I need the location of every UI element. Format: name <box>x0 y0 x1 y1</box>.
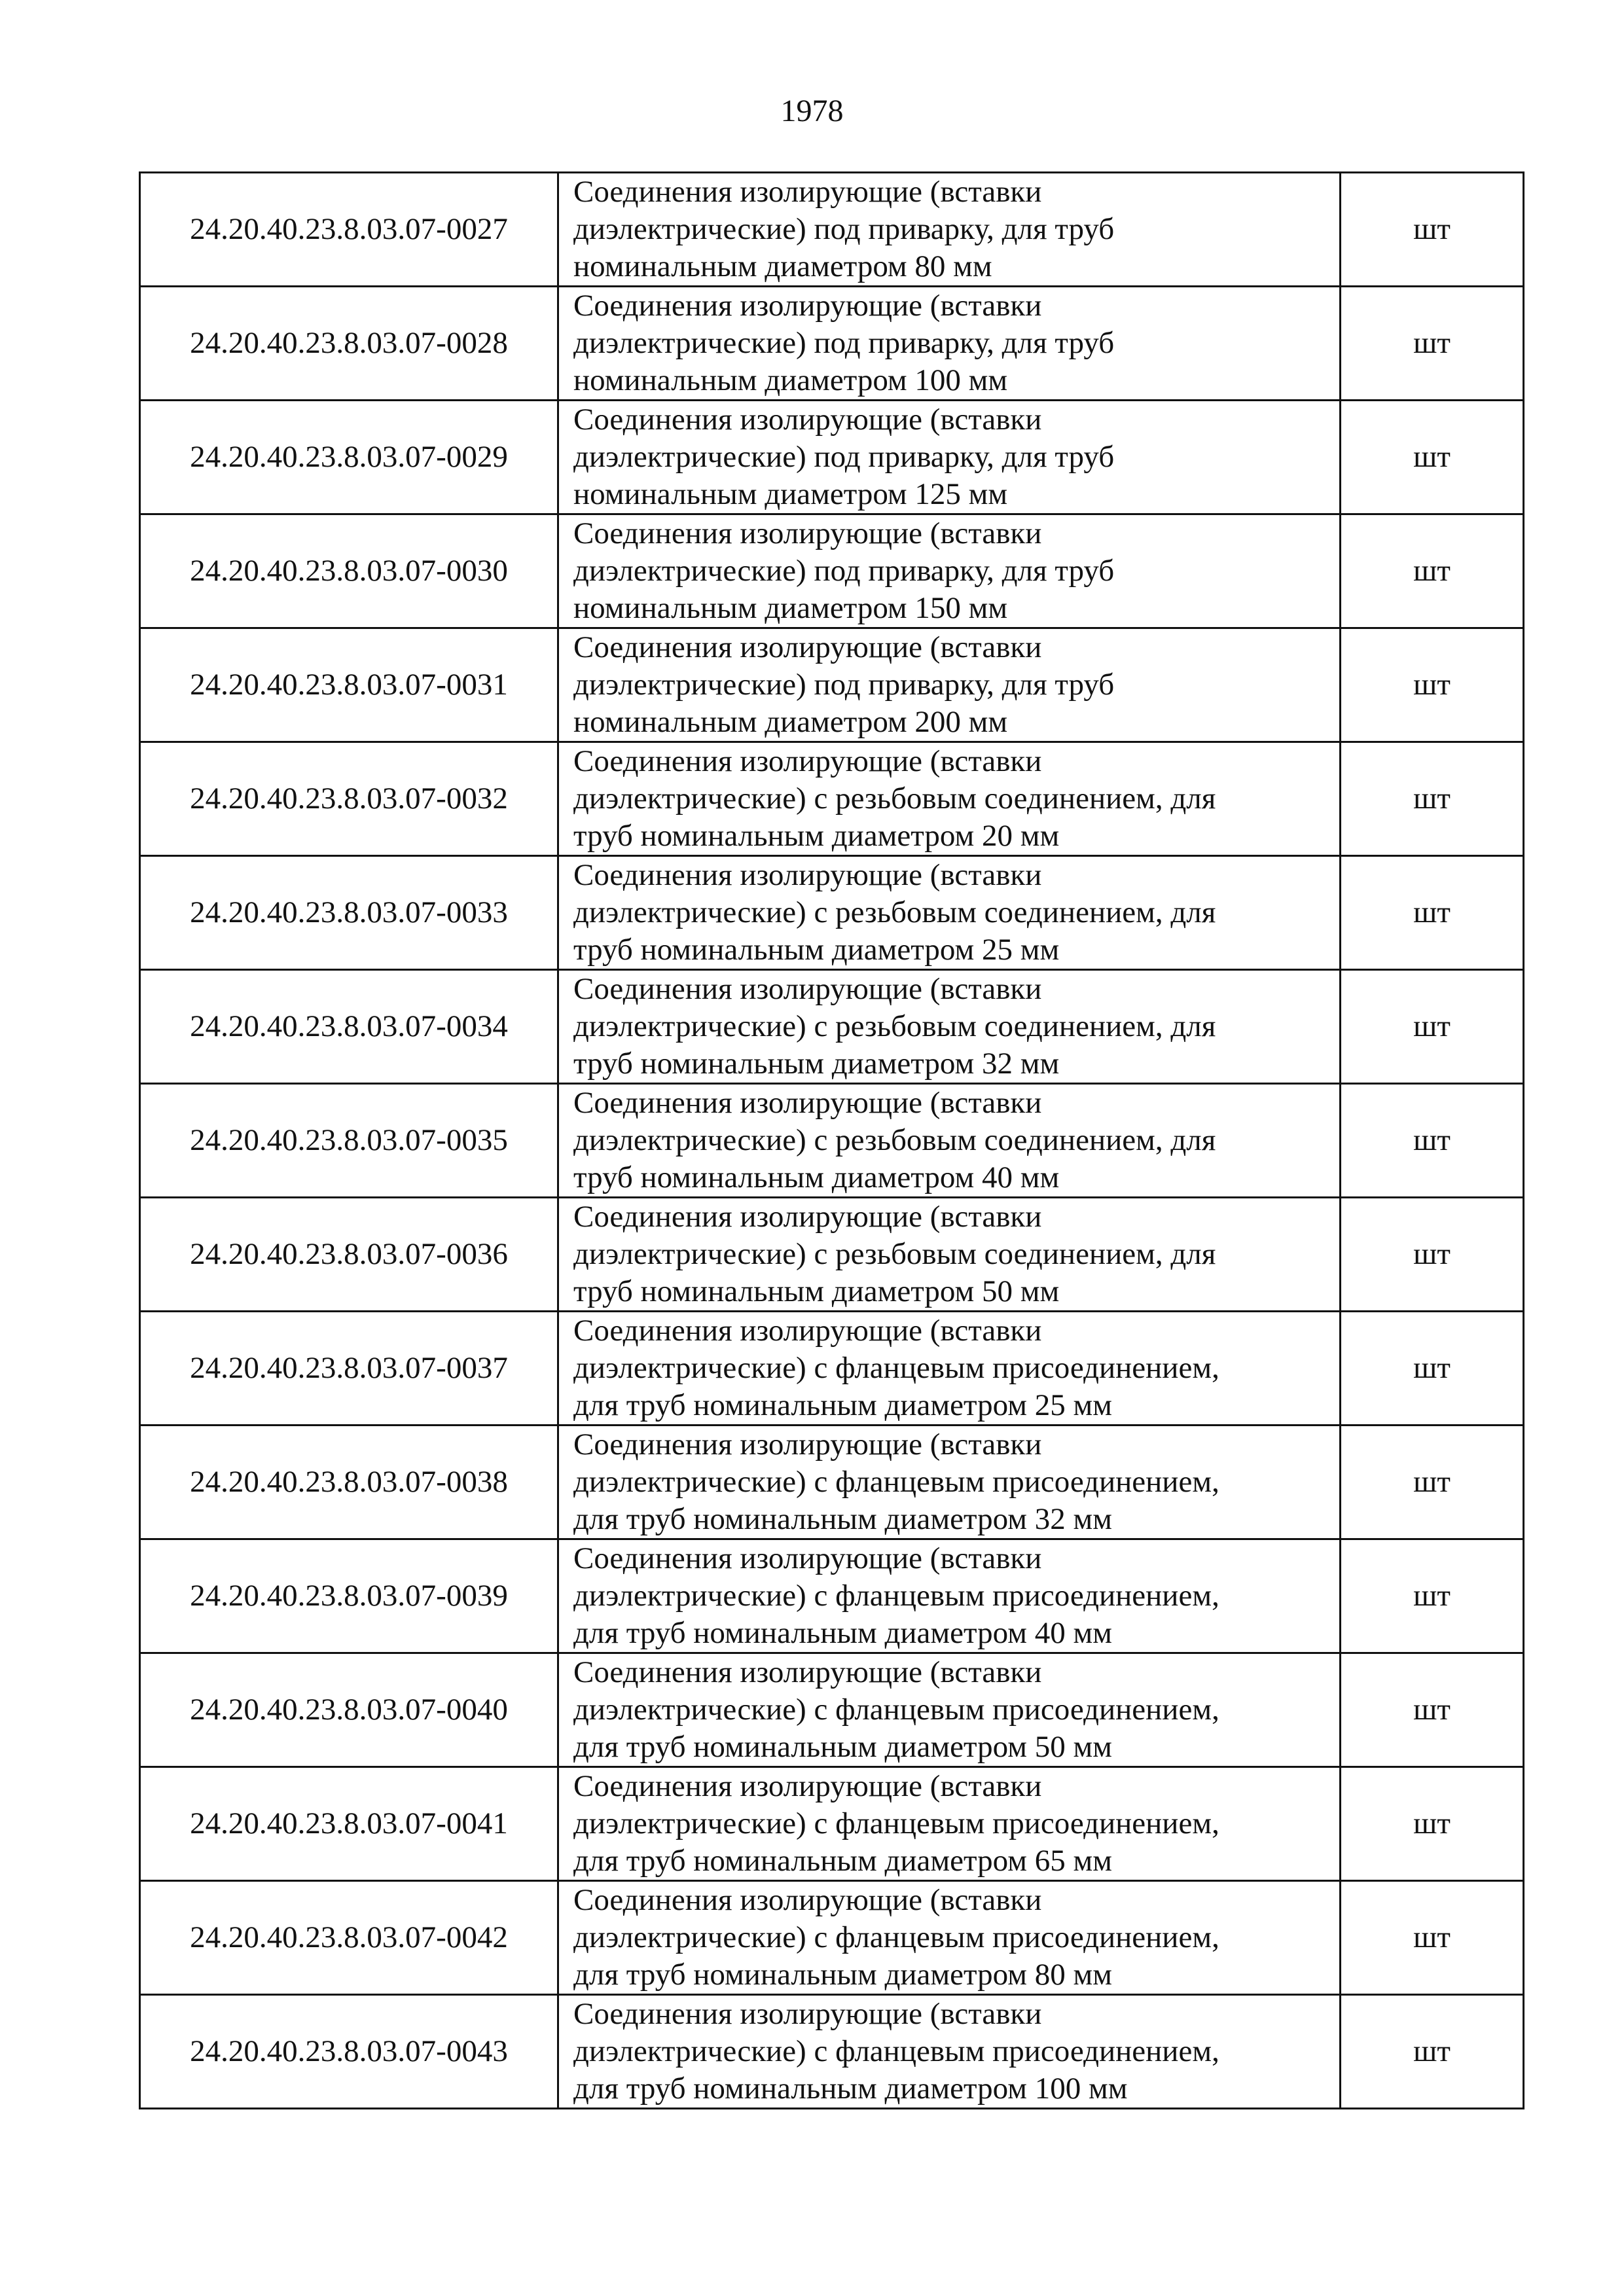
description-line: труб номинальным диаметром 50 мм <box>573 1274 1060 1308</box>
unit-cell: шт <box>1341 287 1524 401</box>
description-line: диэлектрические) с фланцевым присоединением, <box>573 1920 1219 1954</box>
description-line: для труб номинальным диаметром 50 мм <box>573 1730 1112 1764</box>
description-line: труб номинальным диаметром 40 мм <box>573 1160 1060 1194</box>
resource-code-cell: 24.20.40.23.8.03.07-0041 <box>140 1767 558 1881</box>
description-line: Соединения изолирующие (вставки <box>573 972 1042 1006</box>
description-line: диэлектрические) с резьбовым соединением, для <box>573 781 1216 816</box>
unit-cell: шт <box>1341 856 1524 970</box>
resource-description-cell <box>558 401 1341 514</box>
resource-description-cell <box>558 628 1341 742</box>
table-row <box>140 1198 1524 1312</box>
resource-code-cell: 24.20.40.23.8.03.07-0032 <box>140 742 558 856</box>
description-line: для труб номинальным диаметром 65 мм <box>573 1844 1112 1878</box>
description-line: Соединения изолирующие (вставки <box>573 1883 1042 1917</box>
resource-code-cell: 24.20.40.23.8.03.07-0037 <box>140 1312 558 1426</box>
description-line: Соединения изолирующие (вставки <box>573 289 1042 323</box>
description-line: диэлектрические) с резьбовым соединением, для <box>573 895 1216 929</box>
table-row <box>140 1312 1524 1426</box>
unit-cell: шт <box>1341 1539 1524 1653</box>
description-line: Соединения изолирующие (вставки <box>573 1655 1042 1689</box>
resource-code-cell: 24.20.40.23.8.03.07-0043 <box>140 1995 558 2109</box>
unit-cell: шт <box>1341 173 1524 287</box>
unit-cell: шт <box>1341 1881 1524 1995</box>
unit-cell: шт <box>1341 1653 1524 1767</box>
resource-code-cell: 24.20.40.23.8.03.07-0031 <box>140 628 558 742</box>
resource-code-cell: 24.20.40.23.8.03.07-0040 <box>140 1653 558 1767</box>
resource-code-cell: 24.20.40.23.8.03.07-0042 <box>140 1881 558 1995</box>
resource-description-cell <box>558 856 1341 970</box>
unit-cell: шт <box>1341 1426 1524 1539</box>
resource-code-cell: 24.20.40.23.8.03.07-0028 <box>140 287 558 401</box>
table-row <box>140 1539 1524 1653</box>
description-line: диэлектрические) с резьбовым соединением, для <box>573 1237 1216 1271</box>
table-row <box>140 856 1524 970</box>
resource-description-cell <box>558 1198 1341 1312</box>
description-line: диэлектрические) с резьбовым соединением, для <box>573 1123 1216 1157</box>
description-line: труб номинальным диаметром 32 мм <box>573 1047 1060 1081</box>
description-line: Соединения изолирующие (вставки <box>573 1997 1042 2031</box>
description-line: диэлектрические) под приварку, для труб <box>573 668 1115 702</box>
resource-code-cell: 24.20.40.23.8.03.07-0036 <box>140 1198 558 1312</box>
resource-code-cell: 24.20.40.23.8.03.07-0035 <box>140 1084 558 1198</box>
table-row <box>140 1084 1524 1198</box>
resource-code-cell: 24.20.40.23.8.03.07-0027 <box>140 173 558 287</box>
resource-description-cell <box>558 1312 1341 1426</box>
page-number: 1978 <box>780 94 844 128</box>
table-row <box>140 970 1524 1084</box>
table-row <box>140 401 1524 514</box>
resource-description-cell <box>558 1881 1341 1995</box>
table-row <box>140 287 1524 401</box>
unit-cell: шт <box>1341 628 1524 742</box>
description-line: диэлектрические) с фланцевым присоединением, <box>573 1465 1219 1499</box>
unit-cell: шт <box>1341 742 1524 856</box>
table-body <box>140 173 1524 2109</box>
resource-description-cell <box>558 1995 1341 2109</box>
table-row <box>140 1767 1524 1881</box>
description-line: Соединения изолирующие (вставки <box>573 1769 1042 1803</box>
description-line: диэлектрические) с фланцевым присоединением, <box>573 1579 1219 1613</box>
unit-cell: шт <box>1341 401 1524 514</box>
description-line: Соединения изолирующие (вставки <box>573 403 1042 437</box>
description-line: номинальным диаметром 80 мм <box>573 249 992 283</box>
description-line: Соединения изолирующие (вставки <box>573 1541 1042 1575</box>
description-line: для труб номинальным диаметром 32 мм <box>573 1502 1112 1536</box>
description-line: Соединения изолирующие (вставки <box>573 858 1042 892</box>
table-row <box>140 1426 1524 1539</box>
description-line: диэлектрические) под приварку, для труб <box>573 554 1115 588</box>
description-line: Соединения изолирующие (вставки <box>573 1086 1042 1120</box>
table-row <box>140 1653 1524 1767</box>
description-line: диэлектрические) с резьбовым соединением, для <box>573 1009 1216 1043</box>
description-line: диэлектрические) с фланцевым присоединением, <box>573 1693 1219 1727</box>
resource-description-cell <box>558 970 1341 1084</box>
table-row <box>140 1881 1524 1995</box>
resource-code-cell: 24.20.40.23.8.03.07-0034 <box>140 970 558 1084</box>
description-line: для труб номинальным диаметром 80 мм <box>573 1958 1112 1992</box>
description-line: Соединения изолирующие (вставки <box>573 175 1042 209</box>
description-line: диэлектрические) с фланцевым присоединением, <box>573 1806 1219 1840</box>
resource-description-cell <box>558 1767 1341 1881</box>
table-row <box>140 742 1524 856</box>
description-line: диэлектрические) с фланцевым присоединением, <box>573 1351 1219 1385</box>
description-line: Соединения изолирующие (вставки <box>573 1314 1042 1348</box>
resource-description-cell <box>558 173 1341 287</box>
description-line: для труб номинальным диаметром 100 мм <box>573 2072 1128 2106</box>
description-line: диэлектрические) под приварку, для труб <box>573 440 1115 474</box>
unit-cell: шт <box>1341 1767 1524 1881</box>
resource-description-cell <box>558 1084 1341 1198</box>
resource-description-cell <box>558 1426 1341 1539</box>
resource-table <box>139 171 1525 2109</box>
resource-code-cell: 24.20.40.23.8.03.07-0039 <box>140 1539 558 1653</box>
description-line: Соединения изолирующие (вставки <box>573 744 1042 778</box>
unit-cell: шт <box>1341 1995 1524 2109</box>
resource-code-cell: 24.20.40.23.8.03.07-0033 <box>140 856 558 970</box>
description-line: Соединения изолирующие (вставки <box>573 516 1042 550</box>
resource-description-cell <box>558 514 1341 628</box>
description-line: Соединения изолирующие (вставки <box>573 1200 1042 1234</box>
unit-cell: шт <box>1341 1198 1524 1312</box>
resource-description-cell <box>558 1653 1341 1767</box>
resource-description-cell <box>558 287 1341 401</box>
unit-cell: шт <box>1341 1312 1524 1426</box>
description-line: Соединения изолирующие (вставки <box>573 630 1042 664</box>
table-row <box>140 173 1524 287</box>
description-line: диэлектрические) под приварку, для труб <box>573 326 1115 360</box>
unit-cell: шт <box>1341 970 1524 1084</box>
resource-code-cell: 24.20.40.23.8.03.07-0029 <box>140 401 558 514</box>
resource-description-cell <box>558 742 1341 856</box>
resource-description-cell <box>558 1539 1341 1653</box>
unit-cell: шт <box>1341 514 1524 628</box>
description-line: диэлектрические) с фланцевым присоединением, <box>573 2034 1219 2068</box>
table-row <box>140 1995 1524 2109</box>
unit-cell: шт <box>1341 1084 1524 1198</box>
description-line: номинальным диаметром 150 мм <box>573 591 1008 625</box>
description-line: труб номинальным диаметром 25 мм <box>573 933 1060 967</box>
resource-code-cell: 24.20.40.23.8.03.07-0030 <box>140 514 558 628</box>
resource-code-cell: 24.20.40.23.8.03.07-0038 <box>140 1426 558 1539</box>
description-line: для труб номинальным диаметром 25 мм <box>573 1388 1112 1422</box>
description-line: диэлектрические) под приварку, для труб <box>573 212 1115 246</box>
description-line: для труб номинальным диаметром 40 мм <box>573 1616 1112 1650</box>
description-line: Соединения изолирующие (вставки <box>573 1427 1042 1462</box>
table-row <box>140 628 1524 742</box>
description-line: номинальным диаметром 125 мм <box>573 477 1008 511</box>
description-line: номинальным диаметром 100 мм <box>573 363 1008 397</box>
description-line: труб номинальным диаметром 20 мм <box>573 819 1060 853</box>
description-line: номинальным диаметром 200 мм <box>573 705 1008 739</box>
table-row <box>140 514 1524 628</box>
